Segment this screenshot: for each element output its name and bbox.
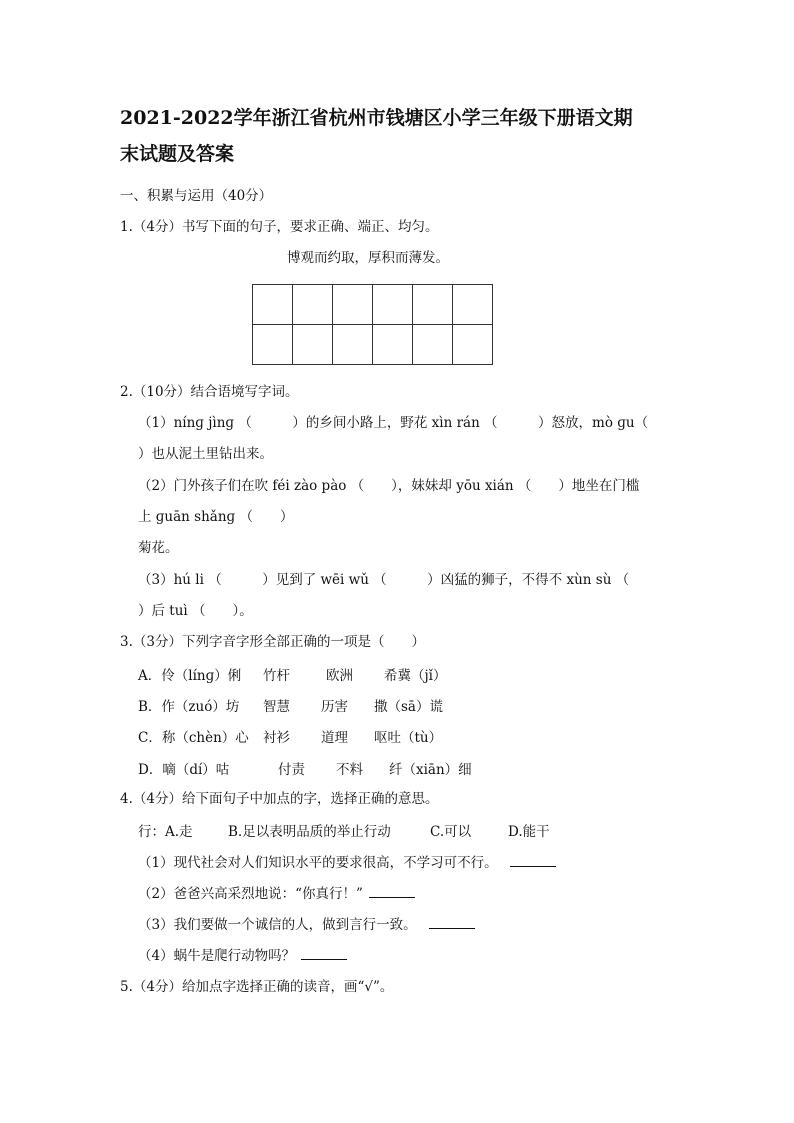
title-line-2: 末试题及答案: [120, 143, 235, 165]
question-2-stem: 2.（10分）结合语境写字词。: [120, 384, 299, 400]
option-b-item: 智慧: [263, 699, 290, 715]
definition-option: C.可以: [430, 824, 472, 840]
question-4-sentence-2: [138, 883, 415, 904]
question-1-stem: 1.（4分）书写下面的句子，要求正确、端正、均匀。: [120, 219, 439, 235]
title-line-1: 2021-2022学年浙江省杭州市钱塘区小学三年级下册语文期: [120, 107, 633, 129]
sentence-text: （3）我们要做一个诚信的人，做到言行一致。: [138, 917, 417, 933]
grid-cell[interactable]: [333, 285, 373, 325]
question-1-sentence: 博观而约取，厚积而薄发。: [287, 250, 449, 266]
question-2-part-1a: （1）nínɡ jìnɡ （ ）的乡间小路上，野花 xìn rán （ ）怒放，mò ɡu（: [138, 415, 649, 431]
grid-cell[interactable]: [253, 325, 293, 365]
answer-blank[interactable]: [301, 945, 347, 960]
option-a-item: 欧洲: [326, 668, 353, 684]
option-c-item: 呕吐（tù）: [374, 730, 443, 746]
definition-option: D.能干: [508, 824, 550, 840]
option-b-item: B．作（zuó）坊: [138, 699, 240, 715]
grid-cell[interactable]: [253, 285, 293, 325]
question-2-part-2c: 菊花。: [138, 540, 179, 556]
option-c-item: C．称（chèn）心: [138, 730, 249, 746]
question-5-stem: 5.（4分）给加点字选择正确的读音，画“√”。: [120, 979, 394, 995]
option-c-item: 衬衫: [263, 730, 290, 746]
sentence-text: （1）现代社会对人们知识水平的要求很高，不学习可不行。: [138, 855, 498, 871]
option-a-item: A．伶（línɡ）俐: [138, 668, 242, 684]
option-d-item: 付责: [278, 762, 305, 778]
sentence-text: （2）爸爸兴高采烈地说：“你真行！”: [138, 886, 363, 902]
option-b-item: 历害: [321, 699, 348, 715]
question-4-sentence-1: [138, 852, 556, 873]
page-title: [120, 100, 680, 172]
section-heading: 一、积累与运用（40分）: [120, 188, 273, 204]
grid-cell[interactable]: [373, 325, 413, 365]
option-a-item: 竹杆: [263, 668, 290, 684]
definition-option: 行：A.走: [138, 824, 193, 840]
grid-cell[interactable]: [333, 325, 373, 365]
grid-cell[interactable]: [413, 285, 453, 325]
question-4-sentence-4: [138, 945, 347, 966]
question-2-part-2b: 上 ɡuān shǎnɡ （ ）: [138, 509, 294, 525]
grid-cell[interactable]: [453, 325, 493, 365]
option-c-item: 道理: [321, 730, 348, 746]
grid-cell[interactable]: [373, 285, 413, 325]
question-4-stem: 4.（4分）给下面句子中加点的字，选择正确的意思。: [120, 791, 439, 807]
writing-grid[interactable]: [252, 284, 493, 365]
option-a-item: 希冀（jǐ）: [384, 668, 447, 684]
question-2-part-3b: ）后 tuì （ ）。: [138, 603, 253, 619]
grid-cell[interactable]: [293, 325, 333, 365]
question-2-part-2a: （2）门外孩子们在吹 féi zào pào （ ），妹妹却 yōu xián （ ）地坐在门槛: [138, 478, 640, 494]
grid-cell[interactable]: [293, 285, 333, 325]
answer-blank[interactable]: [429, 914, 475, 929]
question-2-part-1b: ）也从泥土里钻出来。: [138, 446, 273, 462]
definition-option: B.足以表明品质的举止行动: [228, 824, 391, 840]
question-2-part-3a: （3）hú li （ ）见到了 wēi wǔ （ ）凶猛的狮子，不得不 xùn sù （: [138, 572, 630, 588]
option-d-item: 不料: [336, 762, 363, 778]
sentence-text: （4）蜗牛是爬行动物吗？: [138, 948, 296, 964]
question-4-sentence-3: [138, 914, 475, 935]
answer-blank[interactable]: [369, 883, 415, 898]
grid-cell[interactable]: [453, 285, 493, 325]
option-b-item: 撒（sā）谎: [374, 699, 443, 715]
option-d-item: 纤（xiān）细: [389, 762, 472, 778]
question-3-stem: 3.（3分）下列字音字形全部正确的一项是（ ）: [120, 634, 425, 650]
grid-cell[interactable]: [413, 325, 453, 365]
answer-blank[interactable]: [510, 852, 556, 867]
option-d-item: D．嘀（dí）咕: [138, 762, 230, 778]
